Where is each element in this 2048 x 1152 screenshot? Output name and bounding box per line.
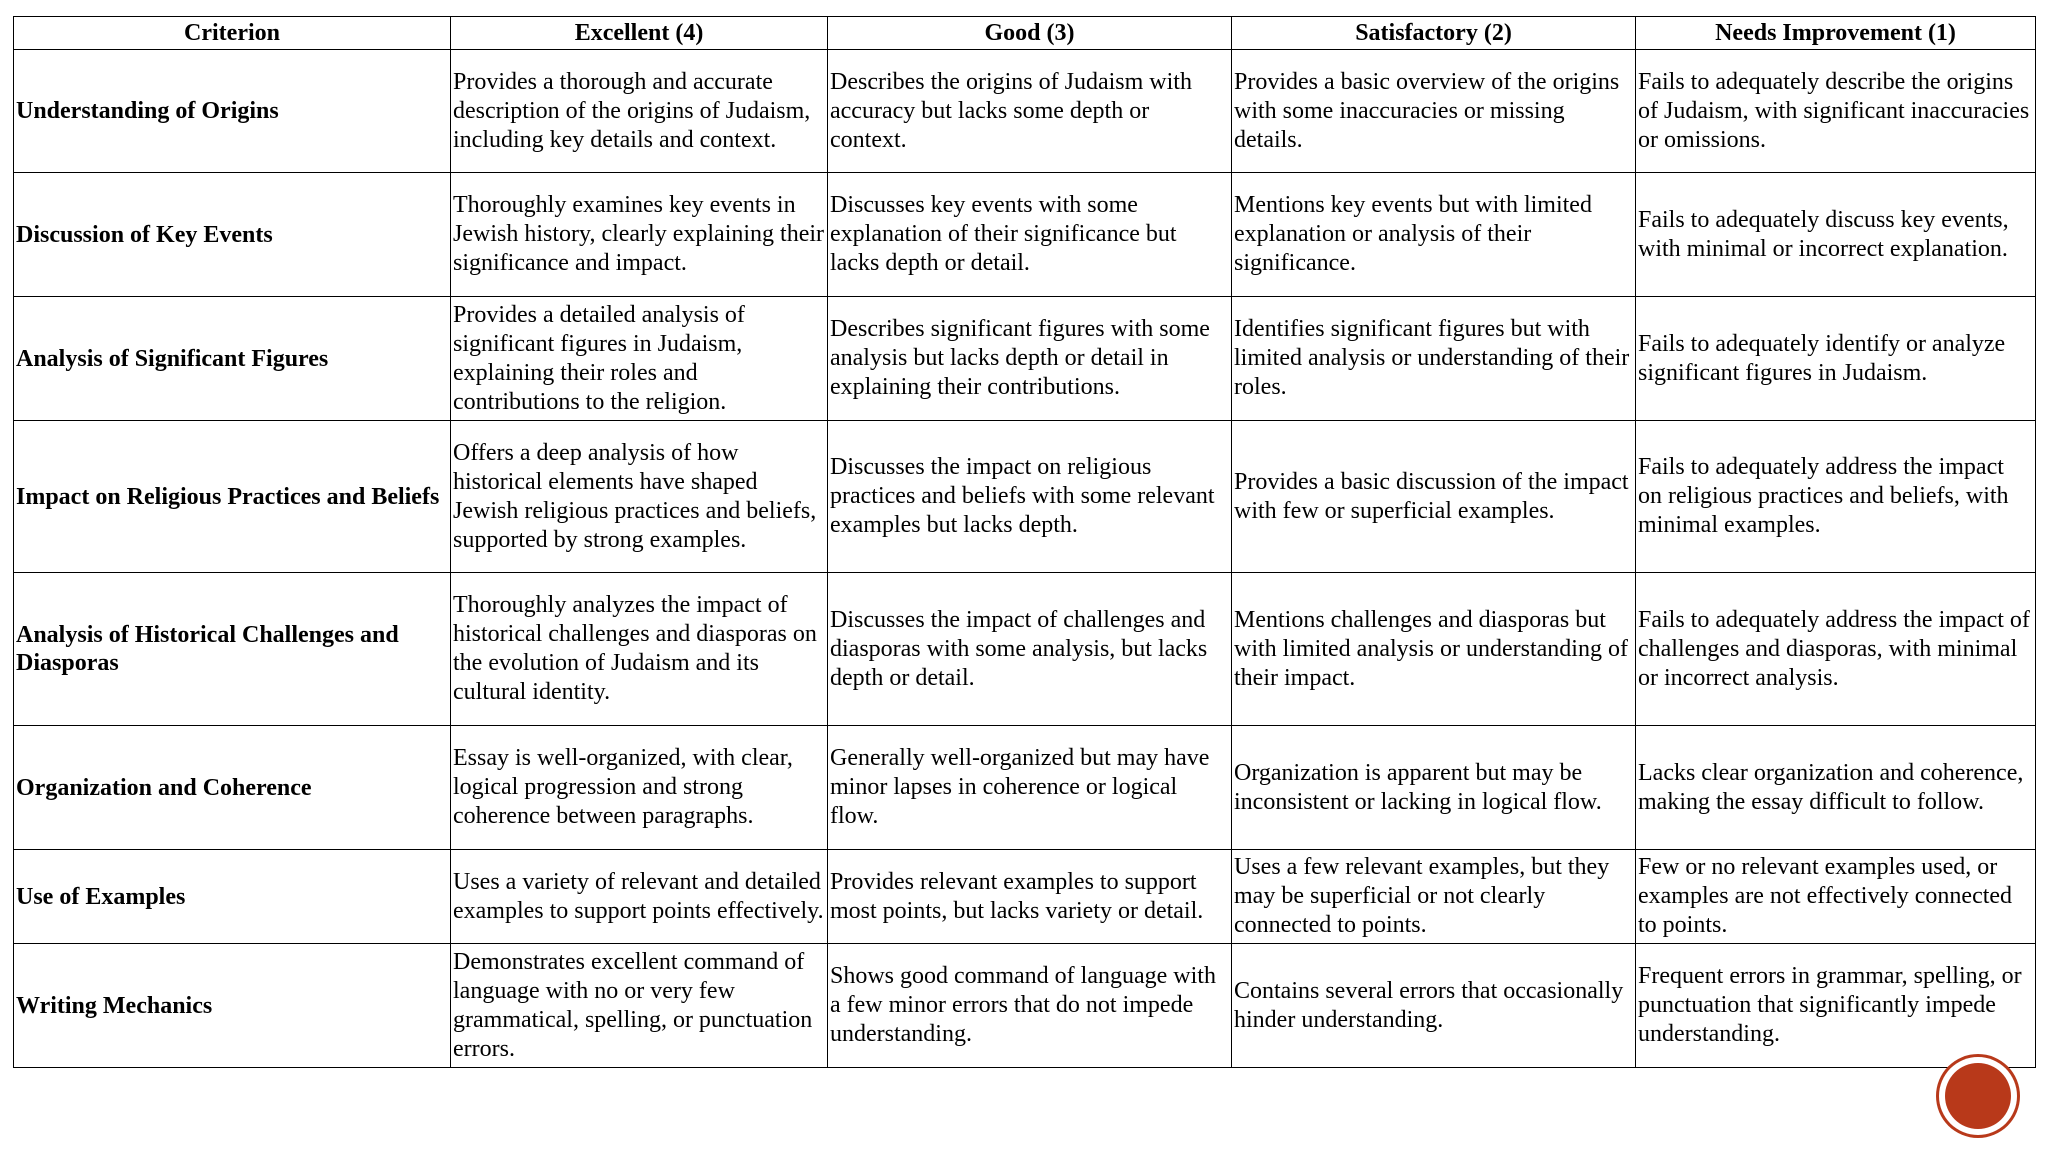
header-row — [14, 17, 2036, 50]
table-row — [14, 726, 2036, 850]
good-cell: Shows good command of language with a few minor errors that do not impede understanding. — [828, 944, 1232, 1068]
criterion-cell: Use of Examples — [14, 850, 451, 944]
header-criterion: Criterion — [14, 17, 451, 50]
needs-improvement-cell: Frequent errors in grammar, spelling, or punctuation that significantly impede understanding. — [1636, 944, 2036, 1068]
excellent-cell: Essay is well-organized, with clear, logical progression and strong coherence between paragraphs. — [451, 726, 828, 850]
badge-fill — [1945, 1063, 2011, 1129]
criterion-cell: Understanding of Origins — [14, 50, 451, 173]
criterion-cell: Writing Mechanics — [14, 944, 451, 1068]
satisfactory-cell: Provides a basic discussion of the impact with few or superficial examples. — [1232, 421, 1636, 573]
needs-improvement-cell: Fails to adequately address the impact of challenges and diasporas, with minimal or incorrect analysis. — [1636, 573, 2036, 726]
table-row — [14, 297, 2036, 421]
header-good: Good (3) — [828, 17, 1232, 50]
satisfactory-cell: Mentions key events but with limited explanation or analysis of their significance. — [1232, 173, 1636, 297]
needs-improvement-cell: Lacks clear organization and coherence, making the essay difficult to follow. — [1636, 726, 2036, 850]
table-row — [14, 573, 2036, 726]
criterion-cell: Analysis of Significant Figures — [14, 297, 451, 421]
table-row — [14, 421, 2036, 573]
table-row — [14, 50, 2036, 173]
needs-improvement-cell: Fails to adequately describe the origins of Judaism, with significant inaccuracies or omissions. — [1636, 50, 2036, 173]
good-cell: Discusses the impact of challenges and diasporas with some analysis, but lacks depth or detail. — [828, 573, 1232, 726]
excellent-cell: Demonstrates excellent command of language with no or very few grammatical, spelling, or punctuation errors. — [451, 944, 828, 1068]
good-cell: Generally well-organized but may have minor lapses in coherence or logical flow. — [828, 726, 1232, 850]
satisfactory-cell: Uses a few relevant examples, but they may be superficial or not clearly connected to points. — [1232, 850, 1636, 944]
header-satisfactory: Satisfactory (2) — [1232, 17, 1636, 50]
satisfactory-cell: Contains several errors that occasionally hinder understanding. — [1232, 944, 1636, 1068]
excellent-cell: Thoroughly analyzes the impact of historical challenges and diasporas on the evolution of Judaism and its cultural identity. — [451, 573, 828, 726]
header-needs-improvement: Needs Improvement (1) — [1636, 17, 2036, 50]
needs-improvement-cell: Fails to adequately address the impact on religious practices and beliefs, with minimal examples. — [1636, 421, 2036, 573]
satisfactory-cell: Identifies significant figures but with limited analysis or understanding of their roles. — [1232, 297, 1636, 421]
header-excellent: Excellent (4) — [451, 17, 828, 50]
needs-improvement-cell: Fails to adequately identify or analyze significant figures in Judaism. — [1636, 297, 2036, 421]
excellent-cell: Uses a variety of relevant and detailed examples to support points effectively. — [451, 850, 828, 944]
good-cell: Discusses the impact on religious practices and beliefs with some relevant examples but lacks depth. — [828, 421, 1232, 573]
table-row — [14, 850, 2036, 944]
excellent-cell: Thoroughly examines key events in Jewish history, clearly explaining their significance and impact. — [451, 173, 828, 297]
good-cell: Describes significant figures with some analysis but lacks depth or detail in explaining their contributions. — [828, 297, 1232, 421]
criterion-cell: Analysis of Historical Challenges and Diasporas — [14, 573, 451, 726]
excellent-cell: Offers a deep analysis of how historical elements have shaped Jewish religious practices and beliefs, supported by strong examples. — [451, 421, 828, 573]
satisfactory-cell: Mentions challenges and diasporas but with limited analysis or understanding of their impact. — [1232, 573, 1636, 726]
satisfactory-cell: Provides a basic overview of the origins with some inaccuracies or missing details. — [1232, 50, 1636, 173]
good-cell: Provides relevant examples to support most points, but lacks variety or detail. — [828, 850, 1232, 944]
rubric-table — [13, 16, 2036, 1068]
table-row — [14, 173, 2036, 297]
criterion-cell: Discussion of Key Events — [14, 173, 451, 297]
table-row — [14, 944, 2036, 1068]
needs-improvement-cell: Few or no relevant examples used, or examples are not effectively connected to points. — [1636, 850, 2036, 944]
excellent-cell: Provides a detailed analysis of significant figures in Judaism, explaining their roles and contributions to the religion. — [451, 297, 828, 421]
criterion-cell: Organization and Coherence — [14, 726, 451, 850]
needs-improvement-cell: Fails to adequately discuss key events, with minimal or incorrect explanation. — [1636, 173, 2036, 297]
excellent-cell: Provides a thorough and accurate description of the origins of Judaism, including key details and context. — [451, 50, 828, 173]
circle-badge-icon — [1939, 1057, 2017, 1135]
criterion-cell: Impact on Religious Practices and Beliefs — [14, 421, 451, 573]
good-cell: Describes the origins of Judaism with accuracy but lacks some depth or context. — [828, 50, 1232, 173]
satisfactory-cell: Organization is apparent but may be inconsistent or lacking in logical flow. — [1232, 726, 1636, 850]
good-cell: Discusses key events with some explanation of their significance but lacks depth or detail. — [828, 173, 1232, 297]
